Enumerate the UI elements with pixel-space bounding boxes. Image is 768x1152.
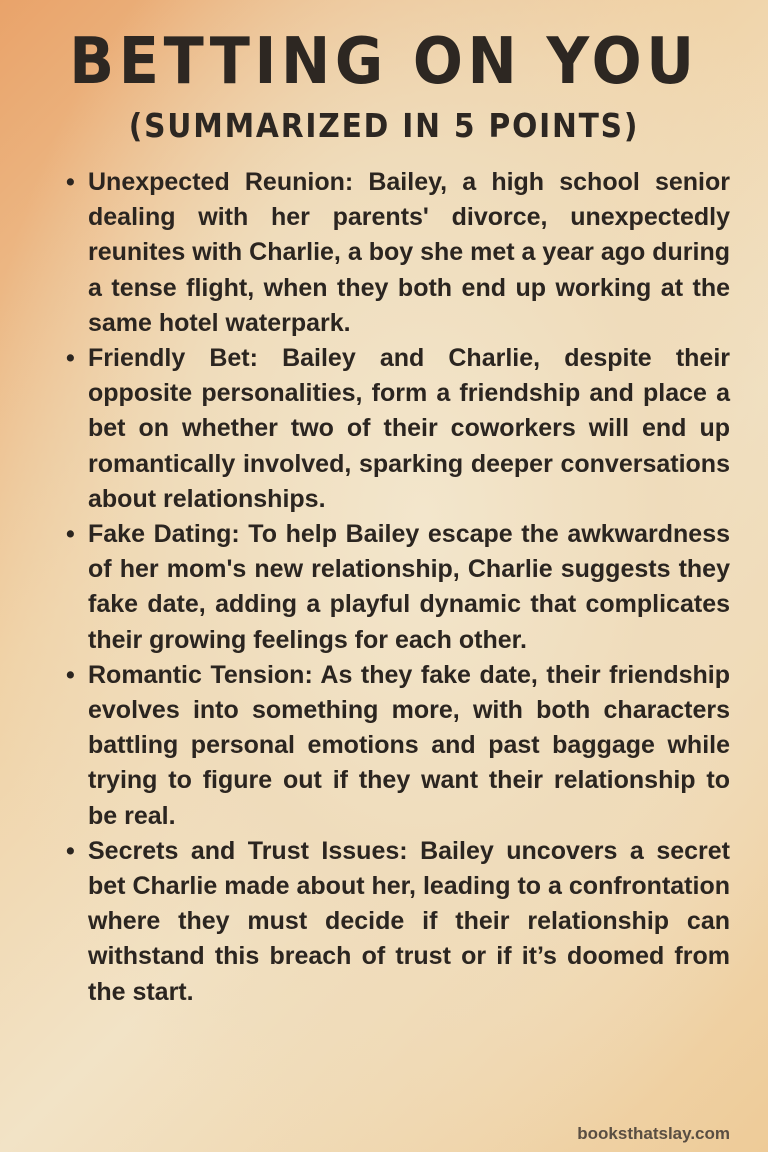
point-text: Friendly Bet: Bailey and Charlie, despite their opposite personalities, form a friendship and place a bet on whether two of their coworkers will end up romantically involved, sparking deeper conversations about relationships. bbox=[88, 344, 730, 513]
bullet-icon: • bbox=[66, 520, 75, 549]
list-item bbox=[66, 341, 730, 517]
bullet-icon: • bbox=[66, 168, 75, 196]
bullet-icon: • bbox=[66, 660, 75, 689]
bullet-icon: • bbox=[66, 836, 75, 865]
bullet-icon: • bbox=[66, 344, 75, 373]
list-item bbox=[66, 165, 730, 341]
point-text: Unexpected Reunion: Bailey, a high school senior dealing with her parents' divorce, unexpectedly reunites with Charlie, a boy she met a year ago during a tense flight, when they both end up working at the same hotel waterpark. bbox=[88, 168, 730, 337]
list-item bbox=[66, 834, 730, 1010]
list-item bbox=[66, 658, 730, 834]
list-item bbox=[66, 517, 730, 658]
point-text: Secrets and Trust Issues: Bailey uncovers a secret bet Charlie made about her, leading to a confrontation where they must decide if their relationship can withstand this breach of trust or if it’s doomed from the start. bbox=[88, 836, 730, 1006]
page-title: BETTING ON YOU bbox=[69, 25, 699, 99]
page-subtitle: (SUMMARIZED IN 5 POINTS) bbox=[128, 106, 640, 145]
summary-list bbox=[66, 165, 730, 1010]
point-text: Romantic Tension: As they fake date, their friendship evolves into something more, with both characters battling personal emotions and past baggage while trying to figure out if they want their relationship to be real. bbox=[88, 660, 730, 830]
point-text: Fake Dating: To help Bailey escape the awkwardness of her mom's new relationship, Charlie suggests they fake date, adding a playful dynamic that complicates their growing feelings for each other. bbox=[88, 520, 730, 654]
website-credit: booksthatslay.com bbox=[577, 1124, 730, 1143]
